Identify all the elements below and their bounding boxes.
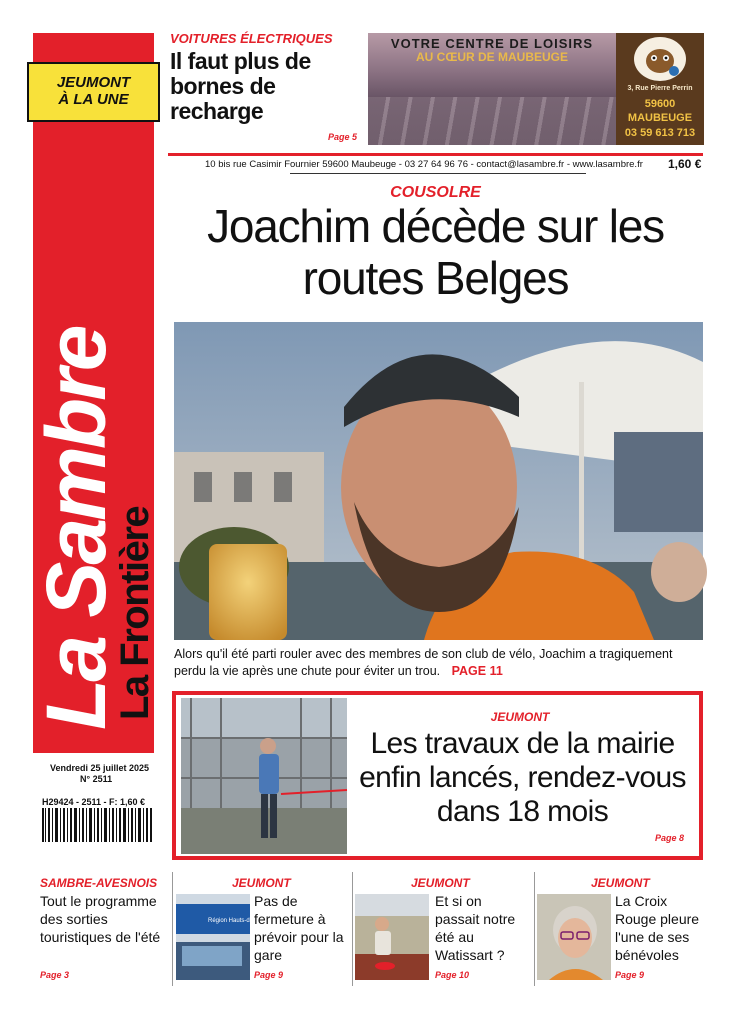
ad-bowling-lanes [368, 97, 616, 145]
issue-code: H29424 - 2511 - F: 1,60 € [42, 797, 146, 807]
issue-number: N° 2511 [80, 774, 113, 784]
ad-contact-panel [616, 33, 704, 145]
contact-underline [290, 173, 586, 174]
price: 1,60 € [668, 157, 702, 171]
top-rule [168, 153, 703, 156]
bottom-item-gare[interactable] [176, 872, 348, 990]
teaser-line2: À LA UNE [58, 91, 129, 108]
top-teaser-kicker: VOITURES ÉLECTRIQUES [170, 31, 333, 46]
masthead-title-sub: La Frontière [113, 506, 157, 720]
top-teaser-headline[interactable]: Il faut plus de bornes de recharge [170, 48, 311, 124]
bottom-kicker: SAMBRE-AVESNOIS [40, 876, 158, 890]
ad-address: 3, Rue Pierre Perrin [627, 85, 693, 92]
bottom-item-tourism[interactable] [36, 872, 166, 990]
advertisement[interactable] [368, 33, 704, 145]
main-story-headline[interactable]: Joachim décède sur les routes Belges [207, 200, 664, 304]
bottom-divider [352, 872, 353, 986]
ad-title: VOTRE CENTRE DE LOISIRS [390, 36, 594, 51]
ad-phone: 03 59 613 713 [624, 127, 696, 139]
bottom-headline: Et si on passait notre été au Watissart ? [435, 893, 516, 963]
ad-subtitle: AU CŒUR DE MAUBEUGE [415, 50, 568, 64]
second-story-headline[interactable]: Les travaux de la mairie enfin lancés, rendez-vous dans 18 mois [359, 727, 686, 828]
masthead-logo [29, 200, 157, 740]
bottom-kicker: JEUMONT [232, 876, 291, 890]
barcode [42, 808, 152, 842]
bottom-item-croix-rouge[interactable] [537, 872, 703, 990]
bottom-divider [534, 872, 535, 986]
ad-zip: 59600 [644, 98, 676, 110]
gare-sign-text: Région Hauts-de-France [208, 918, 274, 924]
main-story-photo [174, 322, 703, 640]
ad-logo-icon [634, 37, 686, 81]
main-caption-text: Alors qu'il été parti rouler avec des membres de son club de vélo, Joachim a tragiquement perdu la vie après une chute pour éviter un trou. [174, 647, 673, 678]
masthead-title-main: La Sambre [29, 327, 123, 730]
main-story-caption [174, 646, 703, 680]
bottom-headline: Pas de fermeture à prévoir pour la gare [254, 893, 344, 963]
contact-line: 10 bis rue Casimir Fournier 59600 Maubeuge - 03 27 64 96 76 - contact@lasambre.fr - www.lasambre.fr [205, 159, 643, 170]
main-story-kicker: COUSOLRE [390, 184, 481, 201]
bottom-headline: La Croix Rouge pleure l'une de ses bénévoles [615, 893, 700, 963]
issue-date: Vendredi 25 juillet 2025 [50, 763, 150, 773]
teaser-line1: JEUMONT [56, 74, 131, 91]
bottom-kicker: JEUMONT [411, 876, 470, 890]
bottom-page: Page 9 [615, 970, 645, 980]
bottom-headline: Tout le programme des sorties touristiques de l'été [40, 893, 161, 945]
watissart-photo [355, 894, 429, 980]
second-story-page: Page 8 [655, 833, 685, 843]
top-teaser-page: Page 5 [328, 132, 358, 142]
second-story-kicker: JEUMONT [490, 710, 550, 724]
bottom-page: Page 3 [40, 970, 70, 980]
ad-city: MAUBEUGE [627, 112, 693, 124]
croix-rouge-photo [537, 894, 611, 980]
bottom-page: Page 9 [254, 970, 284, 980]
bottom-item-watissart[interactable] [355, 872, 530, 990]
bottom-page: Page 10 [435, 970, 470, 980]
main-story-page-link[interactable]: PAGE 11 [451, 664, 503, 678]
bottom-kicker: JEUMONT [591, 876, 650, 890]
jeumont-teaser-box[interactable] [27, 62, 160, 122]
bottom-divider [172, 872, 173, 986]
second-story-photo [181, 698, 347, 854]
